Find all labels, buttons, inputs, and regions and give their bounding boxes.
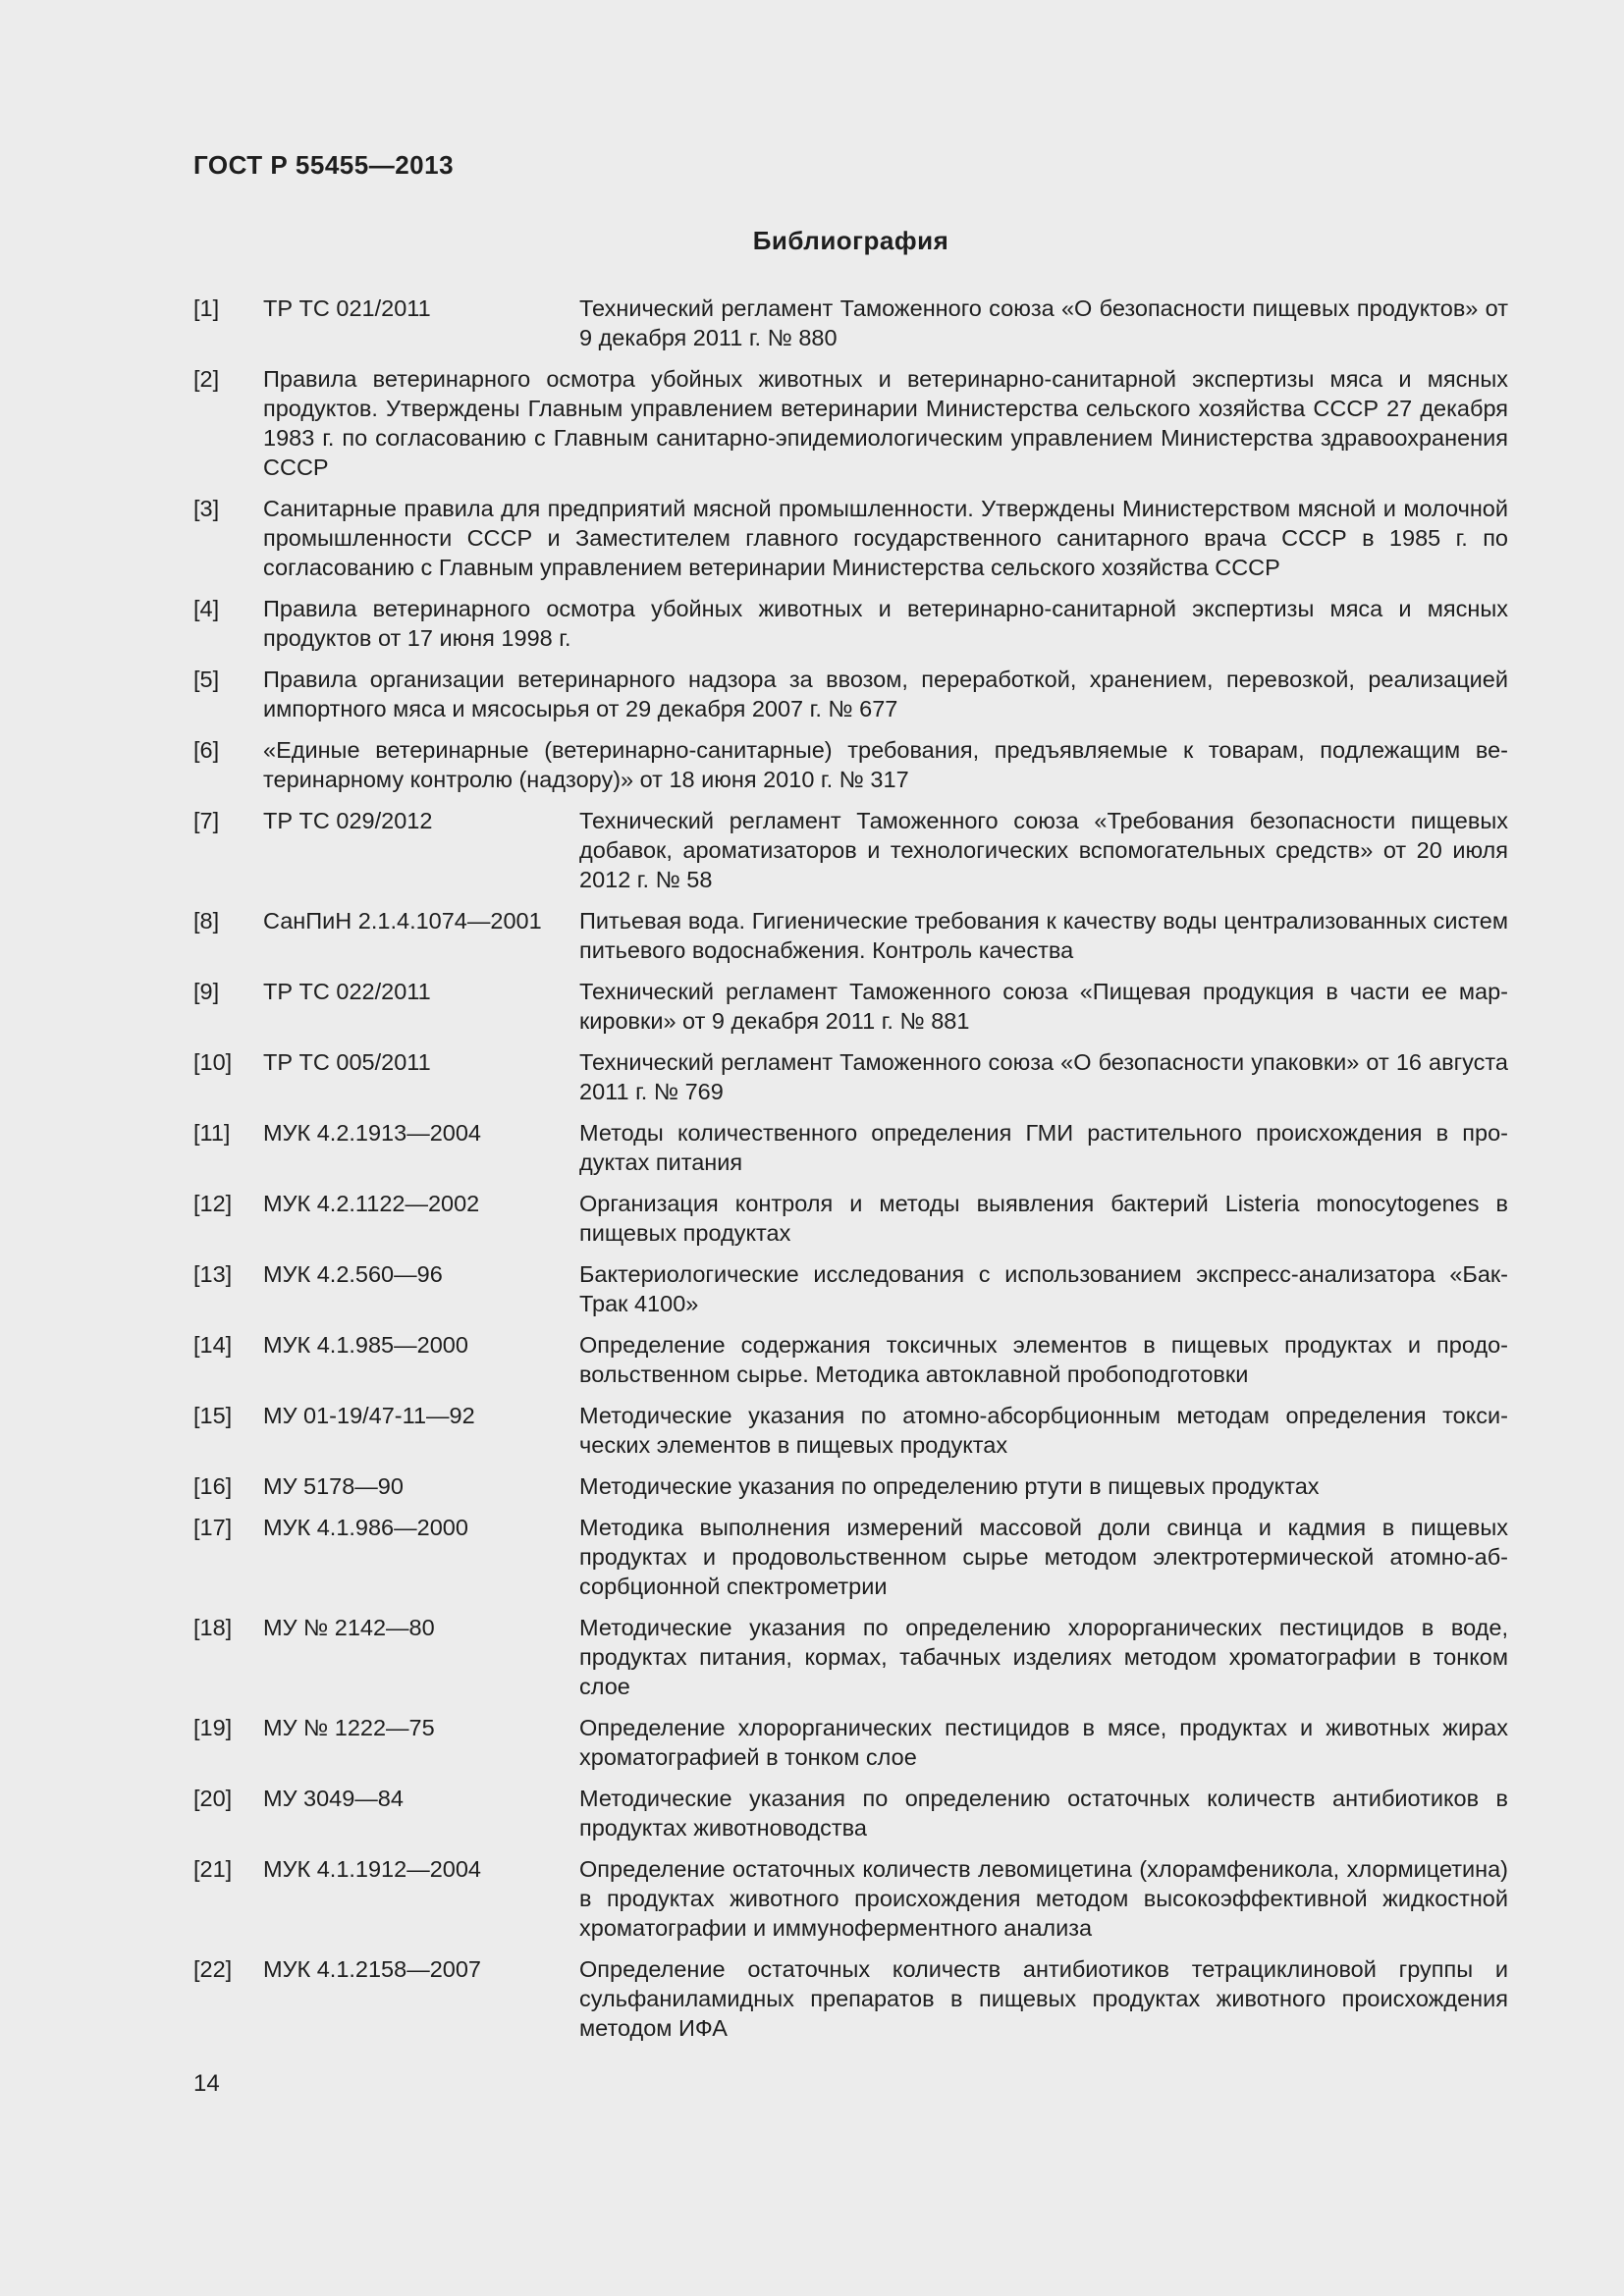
bibliography-entry xyxy=(193,806,1508,894)
entry-code: МУ 5178—90 xyxy=(263,1473,404,1499)
entry-number: [17] xyxy=(193,1515,233,1540)
entry-code: МУК 4.1.985—2000 xyxy=(263,1332,468,1358)
entry-number: [9] xyxy=(193,979,220,1004)
entry-code: МУК 4.1.986—2000 xyxy=(263,1515,468,1540)
entry-number: [19] xyxy=(193,1715,233,1740)
bibliography-entry xyxy=(193,1713,1508,1772)
entry-number: [4] xyxy=(193,596,220,621)
entry-text: Санитарные правила для предприятий мясной промышленности. Утверждены Министерством мясной и молочной промышленности СССР и Заместителем главного государственного санитарного врача СССР в 1985 г. по согласованию с Главным управлением ветеринарии Министерства сельского хозяйства СССР xyxy=(263,496,1508,580)
entry-text: Правила ветеринарного осмотра убойных животных и ветеринарно-санитарной экспертизы мяса и мясных продуктов от 17 июня 1998 г. xyxy=(263,596,1508,651)
bibliography-entry xyxy=(193,364,1508,482)
bibliography-title: Библиография xyxy=(752,226,949,255)
entry-number: [3] xyxy=(193,496,220,521)
bibliography-list xyxy=(193,294,1508,2055)
bibliography-entry xyxy=(193,665,1508,723)
entry-code: МУ № 2142—80 xyxy=(263,1615,435,1640)
bibliography-entry xyxy=(193,1047,1508,1106)
entry-number: [11] xyxy=(193,1120,231,1146)
entry-text: Методические указания по атомно-абсорбционным методам определения токсических элементов в пищевых продуктах xyxy=(579,1403,1508,1458)
page-number: 14 xyxy=(193,2070,220,2097)
entry-code: МУК 4.2.560—96 xyxy=(263,1261,443,1287)
bibliography-entry xyxy=(193,294,1508,352)
entry-code: ТР ТС 021/2011 xyxy=(263,295,431,321)
bibliography-entry xyxy=(193,1854,1508,1943)
entry-number: [14] xyxy=(193,1332,233,1358)
entry-code: СанПиН 2.1.4.1074—2001 xyxy=(263,908,542,934)
entry-text: Технический регламент Таможенного союза «Пищевая продукция в части ее маркировки» от 9 декабря 2011 г. № 881 xyxy=(579,979,1508,1034)
entry-number: [18] xyxy=(193,1615,233,1640)
entry-text: Технический регламент Таможенного союза «Требования безопасности пищевых добавок, ароматизаторов и технологических вспомогательных средств» от 20 июля 2012 г. № 58 xyxy=(579,808,1508,892)
bibliography-entry xyxy=(193,1189,1508,1248)
entry-number: [5] xyxy=(193,667,220,692)
entry-number: [12] xyxy=(193,1191,233,1216)
entry-text: Определение остаточных количеств левомицетина (хлорамфеникола, хлормицетина) в продуктах животного происхождения методом высокоэффективной жидкостной хроматографии и иммуноферментного анализа xyxy=(579,1856,1508,1941)
entry-text: Определение содержания токсичных элементов в пищевых продуктах и продовольственном сырье. Методика автоклавной пробоподготовки xyxy=(579,1332,1508,1387)
entry-number: [10] xyxy=(193,1049,233,1075)
entry-text: Определение остаточных количеств антибиотиков тетрациклиновой группы и сульфаниламидных препаратов в пищевых продуктах животного происхождения методом ИФА xyxy=(579,1956,1508,2041)
bibliography-entry xyxy=(193,1513,1508,1601)
entry-text: Методические указания по определению остаточных количеств антибиотиков в продуктах животноводства xyxy=(579,1786,1508,1841)
entry-text: Правила ветеринарного осмотра убойных животных и ветеринарно-санитарной экспертизы мяса и мясных продуктов. Утверждены Главным управлением ветеринарии Министерства сельского хозяйства СССР 27 декабря 1983 г. по согласованию с Главным санитарно-эпидемиологическим управлением Министерства здравоохранения СССР xyxy=(263,366,1508,480)
entry-code: МУК 4.2.1122—2002 xyxy=(263,1191,480,1216)
entry-number: [22] xyxy=(193,1956,233,1982)
bibliography-entry xyxy=(193,1259,1508,1318)
bibliography-entry xyxy=(193,1118,1508,1177)
entry-text: Организация контроля и методы выявления бактерий Listeria monocytogenes в пищевых продуктах xyxy=(579,1191,1508,1246)
entry-text: Питьевая вода. Гигиенические требования к качеству воды централизованных систем питьевого водоснабжения. Контроль качества xyxy=(579,908,1508,963)
bibliography-entry xyxy=(193,594,1508,653)
document-header: ГОСТ Р 55455—2013 xyxy=(193,150,455,180)
entry-code: ТР ТС 029/2012 xyxy=(263,808,433,833)
entry-number: [21] xyxy=(193,1856,233,1882)
entry-code: МУ 3049—84 xyxy=(263,1786,404,1811)
entry-text: Методические указания по определению ртути в пищевых продуктах xyxy=(579,1473,1320,1499)
entry-code: МУК 4.1.2158—2007 xyxy=(263,1956,481,1982)
entry-number: [13] xyxy=(193,1261,233,1287)
bibliography-entry xyxy=(193,1401,1508,1460)
entry-text: Бактериологические исследования с использованием экспресс-анализатора «Бак-Трак 4100» xyxy=(579,1261,1508,1316)
entry-text: Правила организации ветеринарного надзора за ввозом, переработкой, хранением, перевозкой, реализацией импортного мяса и мясосырья от 29 декабря 2007 г. № 677 xyxy=(263,667,1508,721)
entry-number: [20] xyxy=(193,1786,233,1811)
entry-text: Технический регламент Таможенного союза «О безопасности пищевых продуктов» от 9 декабря 2011 г. № 880 xyxy=(579,295,1508,350)
entry-text: Методические указания по определению хлорорганических пестицидов в воде, продуктах питания, кормах, табачных изделиях методом хроматографии в тонком слое xyxy=(579,1615,1508,1699)
bibliography-entry xyxy=(193,1954,1508,2043)
entry-code: МУ 01-19/47-11—92 xyxy=(263,1403,475,1428)
entry-number: [6] xyxy=(193,737,220,763)
entry-code: МУ № 1222—75 xyxy=(263,1715,435,1740)
entry-text: Определение хлорорганических пестицидов в мясе, продуктах и животных жирах хроматографией в тонком слое xyxy=(579,1715,1508,1770)
entry-number: [2] xyxy=(193,366,220,392)
bibliography-entry xyxy=(193,1330,1508,1389)
entry-number: [7] xyxy=(193,808,220,833)
entry-text: Методика выполнения измерений массовой доли свинца и кадмия в пищевых продуктах и продовольственном сырье методом электротермической атомно-абсорбционной спектрометрии xyxy=(579,1515,1508,1599)
entry-number: [15] xyxy=(193,1403,233,1428)
entry-code: ТР ТС 022/2011 xyxy=(263,979,431,1004)
entry-number: [1] xyxy=(193,295,220,321)
bibliography-entry xyxy=(193,735,1508,794)
bibliography-entry xyxy=(193,1471,1508,1501)
entry-text: Технический регламент Таможенного союза «О безопасности упаковки» от 16 августа 2011 г. № 769 xyxy=(579,1049,1508,1104)
entry-code: МУК 4.2.1913—2004 xyxy=(263,1120,481,1146)
entry-number: [16] xyxy=(193,1473,233,1499)
entry-code: ТР ТС 005/2011 xyxy=(263,1049,431,1075)
entry-code: МУК 4.1.1912—2004 xyxy=(263,1856,481,1882)
bibliography-entry xyxy=(193,1784,1508,1842)
entry-text: «Единые ветеринарные (ветеринарно-санитарные) требования, предъявляемые к товарам, подлежащим ветеринарному контролю (надзору)» от 18 июня 2010 г. № 317 xyxy=(263,737,1508,792)
bibliography-entry xyxy=(193,977,1508,1036)
entry-text: Методы количественного определения ГМИ растительного происхождения в продуктах питания xyxy=(579,1120,1508,1175)
bibliography-entry xyxy=(193,906,1508,965)
entry-number: [8] xyxy=(193,908,220,934)
bibliography-entry xyxy=(193,494,1508,582)
bibliography-entry xyxy=(193,1613,1508,1701)
